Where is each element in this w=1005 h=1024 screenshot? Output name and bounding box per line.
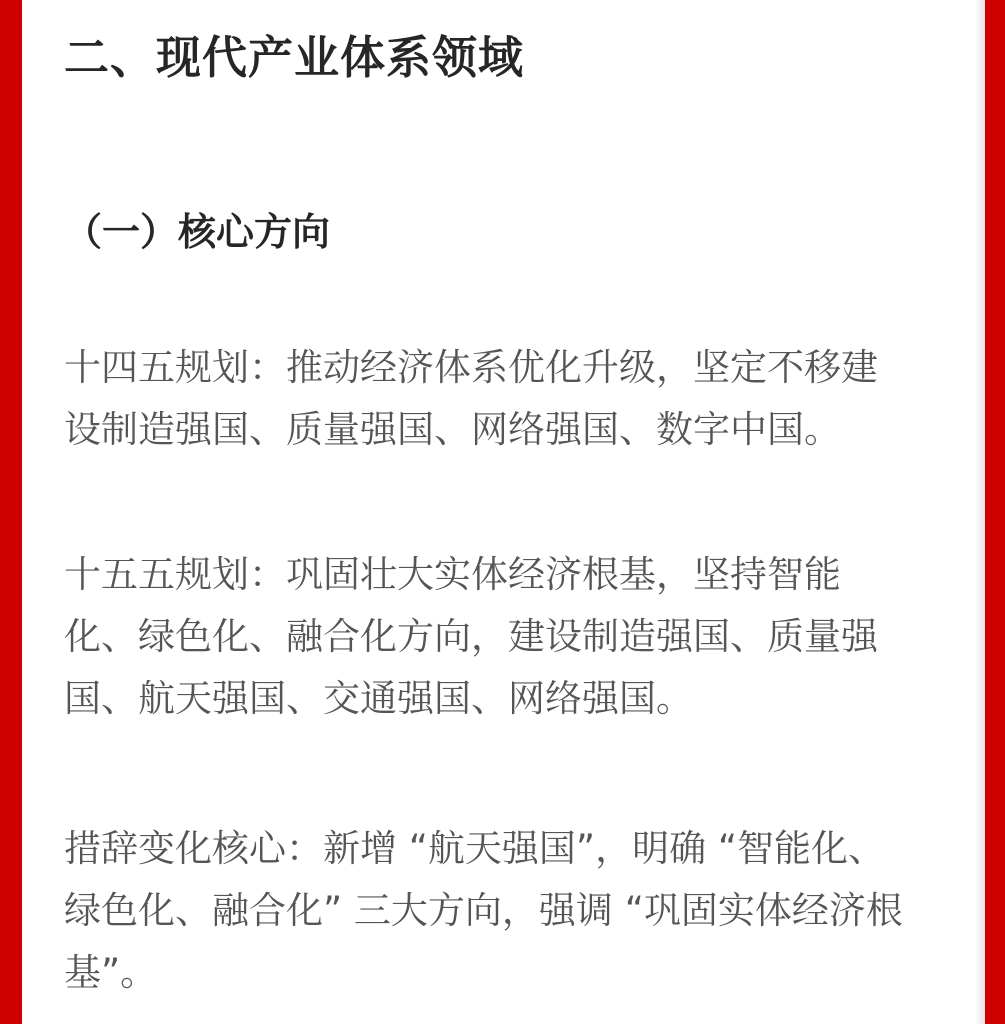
paragraph-line: 化、绿色化、融合化方向，建设制造强国、质量强 — [64, 615, 878, 658]
paragraph-line: 设制造强国、质量强国、网络强国、数字中国。 — [64, 408, 841, 451]
right-red-border — [985, 0, 1005, 1024]
article-content — [64, 0, 944, 1024]
paragraph-line: 措辞变化核心：新增 “航天强国”，明确 “智能化、 — [64, 827, 886, 870]
paragraph-wording-change — [64, 818, 944, 1004]
paragraph-line: 绿色化、融合化” 三大方向，强调 “巩固实体经济根 — [64, 889, 903, 932]
section-title: 二、现代产业体系领域 — [64, 31, 525, 84]
paragraph-line: 十五五规划：巩固壮大实体经济根基，坚持智能 — [64, 553, 841, 596]
paragraph-line: 十四五规划：推动经济体系优化升级，坚定不移建 — [64, 346, 878, 389]
paragraph-15th-plan — [64, 544, 944, 730]
paragraph-line: 基”。 — [64, 951, 158, 994]
paragraph-line: 国、航天强国、交通强国、网络强国。 — [64, 677, 693, 720]
subsection-title: （一）核心方向 — [64, 210, 331, 254]
left-red-border — [0, 0, 22, 1024]
paragraph-14th-plan — [64, 337, 944, 461]
